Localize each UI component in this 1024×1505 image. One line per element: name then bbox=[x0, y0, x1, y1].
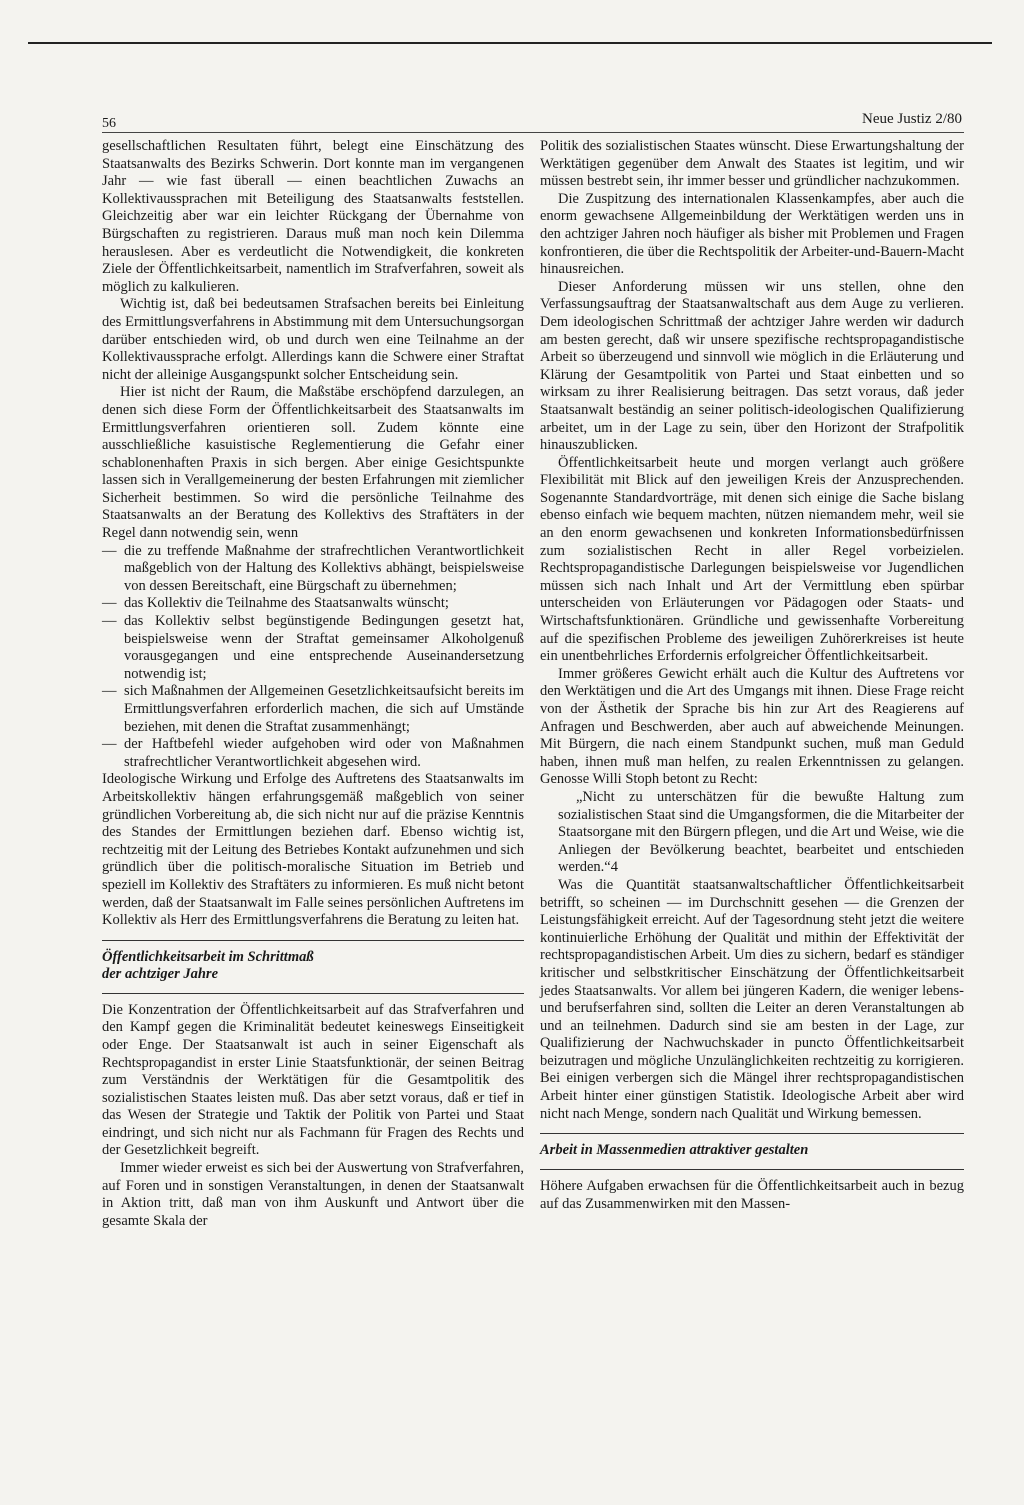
paragraph: Politik des sozialistischen Staates wünscht. Diese Erwartungshaltung der Werktätigen gegenüber dem Anwalt des Staates ist legitim, und wir müssen bestrebt sein, ihr immer besser und gründlicher nachzukommen. bbox=[540, 138, 964, 190]
paragraph: Wichtig ist, daß bei bedeutsamen Strafsachen bereits bei Einleitung des Ermittlungsverfahrens in Abstimmung mit dem Untersuchungsorgan darüber entschieden wird, ob und durch wen eine Teilnahme an der Kollektivaussprache erfolgt. Allerdings kann die Schwere einer Straftat nicht der alleinige Ausgangspunkt solcher Entscheidung sein. bbox=[102, 296, 524, 383]
top-rule bbox=[28, 42, 992, 44]
section-heading-line: Arbeit in Massenmedien attraktiver gestalten bbox=[540, 1142, 809, 1159]
section-heading-line: der achtziger Jahre bbox=[102, 965, 218, 982]
section-heading bbox=[102, 940, 524, 994]
paragraph: Die Konzentration der Öffentlichkeitsarbeit auf das Strafverfahren und den Kampf gegen die Kriminalität bedeutet keineswegs Einseitigkeit oder Enge. Der Staatsanwalt ist auch in seiner Eigenschaft als Rechtspropagandist in erster Linie Staatsfunktionär, der seinen Beitrag zum Verständnis der Werktätigen für die Gesamtpolitik des sozialistischen Staates leisten muß. Das aber setzt voraus, daß er tief in das Wesen der Strategie und Taktik der Politik von Partei und Staat eindringt, und sich nicht nur als Fachmann für Fragen des Rechts und der Gesetzlichkeit begreift. bbox=[102, 1001, 524, 1159]
list-item: — sich Maßnahmen der Allgemeinen Gesetzlichkeitsaufsicht bereits im Ermittlungsverfahren erforderlich machen, die sich auf Umstände beziehen, mit denen die Straftat zusammenhängt; bbox=[102, 683, 524, 736]
list-item: — das Kollektiv selbst begünstigende Bedingungen gesetzt hat, beispielsweise wenn der Straftat gemeinsamer Alkoholgenuß vorausgegangen und eine entsprechende Auseinandersetzung notwendig ist; bbox=[102, 613, 524, 683]
paragraph: Ideologische Wirkung und Erfolge des Auftretens des Staatsanwalts im Arbeitskollektiv hängen erfahrungsgemäß maßgeblich von seiner gründlichen Vorbereitung ab, die sich nicht nur auf die präzise Kenntnis des Standes der Ermittlungen beziehen darf. Ebenso wichtig ist, rechtzeitig mit der Leitung des Betriebes Kontakt aufzunehmen und sich gründlich über die politisch-moralische Situation im Betrieb und speziell im Kollektiv des Straftäters zu informieren. Es muß nicht betont werden, daß der Staatsanwalt im Falle seines persönlichen Auftretens im Kollektiv als Herr des Ermittlungsverfahrens die Beratung zu leiten hat. bbox=[102, 771, 524, 929]
conditions-list bbox=[102, 543, 524, 772]
page-number: 56 bbox=[102, 116, 116, 131]
section-heading bbox=[540, 1133, 964, 1170]
journal-title: Neue Justiz 2/80 bbox=[862, 111, 962, 127]
left-column bbox=[102, 138, 524, 1230]
list-item: — die zu treffende Maßnahme der strafrechtlichen Verantwortlichkeit maßgeblich von der Haltung des Kollektivs abhängt, beispielsweise von dessen Bereitschaft, eine Bürgschaft zu übernehmen; bbox=[102, 543, 524, 596]
paragraph: Dieser Anforderung müssen wir uns stellen, ohne den Verfassungsauftrag der Staatsanwaltschaft aus dem Auge zu verlieren. Dem ideologischen Schrittmaß der achtziger Jahre werden wir dadurch am besten gerecht, daß wir unsere spezifische rechtspropagandistische Arbeit so überzeugend und sinnvoll wie möglich in die Erläuterung und Klärung der Gesamtpolitik von Partei und Staat einbetten und so wirksam zu ihrer Realisierung beitragen. Das setzt voraus, daß jeder Staatsanwalt beständig an seiner politisch-ideologischen Qualifizierung arbeitet, um in der Lage zu sein, über den Horizont der Strafpolitik hinauszublicken. bbox=[540, 278, 964, 454]
paragraph: gesellschaftlichen Resultaten führt, belegt eine Einschätzung des Staatsanwalts des Bezirks Schwerin. Dort konnte man im vergangenen Jahr — wie fast überall — einen beachtlichen Zuwachs an Kollektivaussprachen mit Beteiligung des Staatsanwalts feststellen. Gleichzeitig aber war ein leichter Rückgang der Übernahme von Bürgschaften zu registrieren. Daraus muß man noch kein Dilemma herauslesen. Aber es verdeutlicht die Notwendigkeit, die konkreten Ziele der Öffentlichkeitsarbeit, namentlich im Strafverfahren, soweit als möglich zu kalkulieren. bbox=[102, 138, 524, 295]
paragraph: Die Zuspitzung des internationalen Klassenkampfes, aber auch die enorm gewachsene Allgemeinbildung der Werktätigen werden uns in den achtziger Jahren noch häufiger als bisher mit Problemen und Fragen konfrontieren, die über die Rechtspolitik der Arbeiter-und-Bauern-Macht hinausreichen. bbox=[540, 190, 964, 278]
paragraph: Immer größeres Gewicht erhält auch die Kultur des Auftretens vor den Werktätigen und die Art des Umgangs mit ihnen. Diese Frage reicht von der Ästhetik der Sprache bis hin zur Art des Reagierens auf Anfragen und Beschwerden, aber auch auf abweichende Meinungen. Mit Bürgern, die nach einem Standpunkt suchen, muß man Geduld haben, ihnen muß man helfen, zu realen Erkenntnissen zu gelangen. Genosse Willi Stoph betont zu Recht: bbox=[540, 665, 964, 788]
list-item: — der Haftbefehl wieder aufgehoben wird oder von Maßnahmen strafrechtlicher Verantwortlichkeit abgesehen wird. bbox=[102, 736, 524, 771]
paragraph: Was die Quantität staatsanwaltschaftlicher Öffentlichkeitsarbeit betrifft, so scheinen — im Durchschnitt gesehen — die Grenzen der Leistungsfähigkeit erreicht. Auf der Tagesordnung steht jetzt die weitere kontinuierliche Erhöhung der Qualität und mithin der Effektivität der rechtspropagandistischen Arbeit. Um dies zu sichern, bedarf es ständiger kritischer und selbstkritischer Einschätzung der Öffentlichkeitsarbeit jedes Staatsanwalts. Vor allem bei jüngeren Kadern, die weniger lebens- und berufserfahren sind, sollten die Leiter an deren Veranstaltungen ab und an teilnehmen. Dadurch sind sie am besten in der Lage, zur Qualifizierung der Nachwuchskader in puncto Öffentlichkeitsarbeit beizutragen und mögliche Unzulänglichkeiten rechtzeitig zu korrigieren. Bei einigen verbergen sich die Mängel ihrer rechtspropagandistischen Arbeit hinter einer günstigen Statistik. Ideologische Arbeit aber wird nicht nach Menge, sondern nach Qualität und Wirkung bemessen. bbox=[540, 876, 964, 1122]
paragraph: Höhere Aufgaben erwachsen für die Öffentlichkeitsarbeit auch in bezug auf das Zusammenwirken mit den Massen- bbox=[540, 1178, 964, 1212]
paragraph: Immer wieder erweist es sich bei der Auswertung von Strafverfahren, auf Foren und in sonstigen Veranstaltungen, in denen der Staatsanwalt in Aktion tritt, daß man von ihm Auskunft und Antwort über die gesamte Skala der bbox=[102, 1160, 524, 1229]
paragraph: Hier ist nicht der Raum, die Maßstäbe erschöpfend darzulegen, an denen sich diese Form der Öffentlichkeitsarbeit des Staatsanwalts im Ermittlungsverfahren orientieren soll. Zudem könnte eine ausschließliche kasuistische Reglementierung die Gefahr einer schablonenhaften Praxis in sich bergen. Aber einige Gesichtspunkte lassen sich in Verallgemeinerung der besten Erfahrungen mit ziemlicher Sicherheit bestimmen. So wird die persönliche Teilnahme des Staatsanwalts an der Beratung des Kollektivs des Straftäters in der Regel dann notwendig sein, wenn bbox=[102, 384, 524, 542]
header-rule bbox=[102, 132, 964, 133]
list-item: — das Kollektiv die Teilnahme des Staatsanwalts wünscht; bbox=[102, 595, 524, 613]
section-heading-line: Öffentlichkeitsarbeit im Schrittmaß bbox=[102, 948, 314, 965]
paragraph: Öffentlichkeitsarbeit heute und morgen verlangt auch größere Flexibilität mit Blick auf den jeweiligen Kreis der Anzusprechenden. Sogenannte Standardvorträge, mit denen sich einige die Sache bislang ebenso einfach wie bequem machten, nützen niemandem mehr, weil sie an den enorm gewachsenen und konkreten Informationsbedürfnissen zum sozialistischen Recht in aller Regel vorbeizielen. Rechtspropagandistische Darlegungen beispielsweise vor Jugendlichen müssen sich nach Inhalt und Art der Vermittlung eben spürbar unterscheiden von Erläuterungen vor Pädagogen oder Staats- und Wirtschaftsfunktionären. Gründliche und gewissenhafte Vorbereitung auf die spezifischen Probleme des jeweiligen Zuhörerkreises ist heute ein unentbehrliches Erfordernis erfolgreicher Öffentlichkeitsarbeit. bbox=[540, 454, 964, 665]
right-column bbox=[540, 138, 964, 1213]
quotation: „Nicht zu unterschätzen für die bewußte Haltung zum sozialistischen Staat sind die Umgangsformen, die die Mitarbeiter der Staatsorgane mit den Bürgern pflegen, und die Art und Weise, wie die Anliegen der Bevölkerung beachtet, bearbeitet und entschieden werden.“4 bbox=[558, 788, 964, 876]
